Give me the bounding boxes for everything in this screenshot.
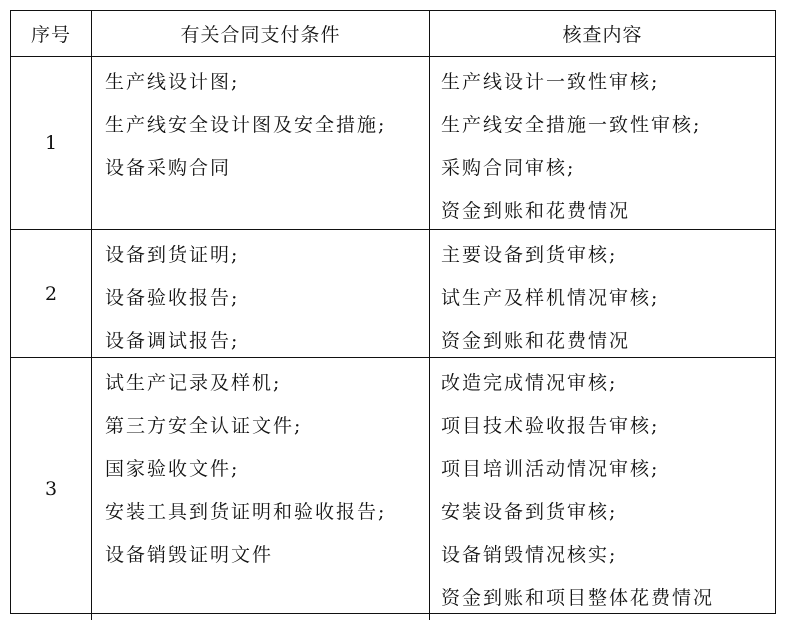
header-seq: 序号 — [11, 11, 92, 57]
header-checks: 核查内容 — [430, 11, 775, 57]
row-1-conditions — [92, 57, 430, 230]
row-3-number: 3 — [11, 358, 92, 620]
check-item: 主要设备到货审核; — [441, 244, 618, 266]
check-item: 设备销毁情况核实; — [441, 544, 618, 566]
check-item: 项目培训活动情况审核; — [441, 458, 660, 480]
row-2-conditions — [92, 230, 430, 358]
row-1-checks — [430, 57, 775, 230]
row-3-checks — [430, 358, 775, 620]
check-item: 项目技术验收报告审核; — [441, 415, 660, 437]
check-item: 生产线设计一致性审核; — [441, 71, 660, 93]
row-2-number: 2 — [11, 230, 92, 358]
condition-item: 设备调试报告; — [105, 330, 240, 352]
condition-item: 生产线设计图; — [105, 71, 240, 93]
check-item: 资金到账和项目整体花费情况 — [441, 587, 715, 609]
check-item: 采购合同审核; — [441, 157, 576, 179]
check-item: 改造完成情况审核; — [441, 372, 618, 394]
check-item: 试生产及样机情况审核; — [441, 287, 660, 309]
check-item: 资金到账和花费情况 — [441, 200, 631, 222]
condition-item: 设备采购合同 — [105, 157, 232, 179]
condition-item: 安装工具到货证明和验收报告; — [105, 501, 387, 523]
row-2-checks — [430, 230, 775, 358]
check-item: 资金到账和花费情况 — [441, 330, 631, 352]
row-1-number: 1 — [11, 57, 92, 230]
check-item: 安装设备到货审核; — [441, 501, 618, 523]
condition-item: 第三方安全认证文件; — [105, 415, 303, 437]
condition-item: 设备到货证明; — [105, 244, 240, 266]
condition-item: 试生产记录及样机; — [105, 372, 282, 394]
payment-conditions-table — [10, 10, 776, 614]
header-conditions: 有关合同支付条件 — [92, 11, 430, 57]
condition-item: 国家验收文件; — [105, 458, 240, 480]
check-item: 生产线安全措施一致性审核; — [441, 114, 702, 136]
row-3-conditions — [92, 358, 430, 620]
condition-item: 设备销毁证明文件 — [105, 544, 274, 566]
condition-item: 生产线安全设计图及安全措施; — [105, 114, 387, 136]
condition-item: 设备验收报告; — [105, 287, 240, 309]
